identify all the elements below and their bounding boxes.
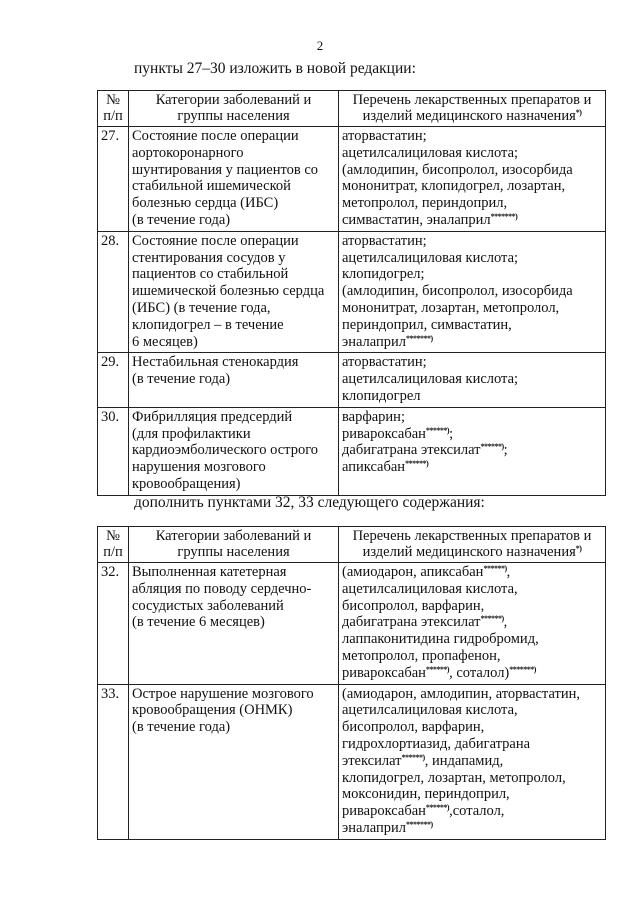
footnote-marker: ******) xyxy=(480,614,504,624)
header-category-line: Категории заболеваний и xyxy=(155,528,312,544)
row-category xyxy=(129,127,339,232)
table-row xyxy=(98,684,606,839)
header-number xyxy=(98,91,129,127)
header-number-line: № xyxy=(106,92,120,108)
table-header-row xyxy=(98,91,606,127)
header-drugs-line: Перечень лекарственных препаратов и xyxy=(352,92,592,108)
header-number-line: № xyxy=(106,528,120,544)
table-row xyxy=(98,407,606,495)
drug-line: бисопролол, варфарин, xyxy=(342,597,485,614)
drug-line: эналаприл*******) xyxy=(342,333,433,350)
drug-line: метопролол, периндоприл, xyxy=(342,195,508,212)
header-number-line: п/п xyxy=(103,544,123,560)
header-drugs-line: Перечень лекарственных препаратов и xyxy=(352,528,592,544)
category-line: стентирования сосудов у xyxy=(132,249,286,266)
row-number: 30. xyxy=(98,407,129,495)
drug-line: мононитрат, лозартан, метопролол, xyxy=(342,299,560,316)
table-header-row xyxy=(98,527,606,563)
drug-line: ацетилсалициловая кислота, xyxy=(342,702,518,719)
footnote-marker: *******) xyxy=(406,819,433,829)
drug-line: ацетилсалициловая кислота; xyxy=(342,249,519,266)
drug-line: ацетилсалициловая кислота; xyxy=(342,144,519,161)
footnote-marker: *******) xyxy=(406,333,433,343)
footnote-marker: ******) xyxy=(425,664,450,674)
category-line: Острое нарушение мозгового xyxy=(132,685,314,702)
drug-line: дабигатрана этексилат******); xyxy=(342,442,508,459)
drug-line: клопидогрел, лозартан, метопролол, xyxy=(342,769,566,786)
row-drug-list xyxy=(339,353,606,407)
footnote-marker: *******) xyxy=(509,664,536,674)
drug-line: (амлодипин, бисопролол, изосорбида xyxy=(342,161,573,178)
row-number: 27. xyxy=(98,127,129,232)
drug-line: ацетилсалициловая кислота; xyxy=(342,371,519,388)
table-row xyxy=(98,231,606,353)
category-line: Состояние после операции xyxy=(132,232,299,249)
row-number: 28. xyxy=(98,231,129,353)
header-category xyxy=(129,91,339,127)
drug-line: моксонидин, периндоприл, xyxy=(342,786,510,803)
drug-line: ривароксабан******); xyxy=(342,425,454,442)
category-line: стабильной ишемической xyxy=(132,178,291,195)
drug-line: симвастатин, эналаприл*******) xyxy=(342,211,518,228)
category-line: кровообращения (ОНМК) xyxy=(132,702,293,719)
drug-line: (амиодарон, апиксабан******), xyxy=(342,564,511,580)
drug-line: клопидогрел; xyxy=(342,266,425,283)
table-row xyxy=(98,353,606,407)
drug-line: аторвастатин; xyxy=(342,354,427,371)
row-category xyxy=(129,231,339,353)
row-number: 33. xyxy=(98,684,129,839)
row-category xyxy=(129,684,339,839)
drug-line: гидрохлортиазид, дабигатрана xyxy=(342,735,531,752)
category-line: аортокоронарного xyxy=(132,144,244,161)
drug-line: метопролол, пропафенон, xyxy=(342,647,501,664)
category-line: (для профилактики xyxy=(132,425,251,442)
drug-line: (амиодарон, амлодипин, аторвастатин, xyxy=(342,685,580,702)
row-number: 32. xyxy=(98,563,129,685)
category-line: пациентов со стабильной xyxy=(132,266,289,283)
row-number: 29. xyxy=(98,353,129,407)
header-category-line: группы населения xyxy=(177,108,290,124)
drug-line: эналаприл*******) xyxy=(342,819,433,836)
category-line: (в течение года) xyxy=(132,211,231,228)
category-line: Нестабильная стенокардия xyxy=(132,354,299,371)
footnote-marker: *) xyxy=(575,544,582,553)
category-line: болезнью сердца (ИБС) xyxy=(132,195,279,212)
header-drugs-text: изделий медицинского назначения xyxy=(362,108,576,124)
footnote-marker: *******) xyxy=(490,211,518,221)
row-drug-list xyxy=(339,231,606,353)
footnote-marker: ******) xyxy=(401,752,425,762)
page-number: 2 xyxy=(316,38,324,53)
category-line: нарушения мозгового xyxy=(132,459,266,476)
header-drugs-line xyxy=(342,108,602,124)
table-row xyxy=(98,127,606,232)
header-category-line: группы населения xyxy=(177,544,290,560)
table-row xyxy=(98,563,606,685)
row-category xyxy=(129,407,339,495)
drug-line: ривароксабан******),соталол, xyxy=(342,803,505,820)
header-number xyxy=(98,527,129,563)
header-drugs-line xyxy=(342,544,602,560)
drug-line: апиксабан******) xyxy=(342,459,429,476)
drug-line: варфарин; xyxy=(342,408,405,425)
header-drugs xyxy=(339,91,606,127)
category-line: Состояние после операции xyxy=(132,128,299,144)
category-line: Выполненная катетерная xyxy=(132,564,287,580)
drug-line: аторвастатин; xyxy=(342,232,427,249)
category-line: ишемической болезнью сердца xyxy=(132,283,325,300)
header-drugs xyxy=(339,527,606,563)
header-number-line: п/п xyxy=(103,108,123,124)
category-line: кардиоэмболического острого xyxy=(132,442,319,459)
category-line: 6 месяцев) xyxy=(132,333,198,350)
row-drug-list xyxy=(339,563,606,685)
drug-line: мононитрат, клопидогрел, лозартан, xyxy=(342,178,566,195)
drug-line: лаппаконитидина гидробромид, xyxy=(342,631,539,648)
header-category-line: Категории заболеваний и xyxy=(155,92,312,108)
addition-intro-text: дополнить пунктами 32, 33 следующего содержания: xyxy=(134,494,485,511)
footnote-marker: ******) xyxy=(405,459,429,469)
drug-line: бисопролол, варфарин, xyxy=(342,719,485,736)
header-drugs-text: изделий медицинского назначения xyxy=(362,544,576,560)
category-line: сосудистых заболеваний xyxy=(132,597,284,614)
drug-line: периндоприл, симвастатин, xyxy=(342,316,512,333)
footnote-marker: *) xyxy=(575,108,582,117)
footnote-marker: ******) xyxy=(480,442,504,452)
amendment-intro-text: пункты 27–30 изложить в новой редакции: xyxy=(134,60,416,77)
drug-list-table-1 xyxy=(97,90,606,496)
header-category xyxy=(129,527,339,563)
row-drug-list xyxy=(339,127,606,232)
footnote-marker: ******) xyxy=(425,803,450,813)
footnote-marker: ******) xyxy=(483,564,507,573)
drug-line: дабигатрана этексилат******), xyxy=(342,614,508,631)
category-line: Фибрилляция предсердий xyxy=(132,408,293,425)
drug-line: этексилат******), индапамид, xyxy=(342,752,504,769)
category-line: кровообращения) xyxy=(132,475,241,492)
category-line: клопидогрел – в течение xyxy=(132,316,284,333)
footnote-marker: ******) xyxy=(425,425,450,435)
drug-line: ацетилсалициловая кислота, xyxy=(342,580,518,597)
category-line: абляция по поводу сердечно- xyxy=(132,580,312,597)
row-drug-list xyxy=(339,684,606,839)
row-category xyxy=(129,563,339,685)
row-category xyxy=(129,353,339,407)
drug-line: ривароксабан******), соталол)*******) xyxy=(342,664,536,681)
category-line: (ИБС) (в течение года, xyxy=(132,299,271,316)
drug-line: клопидогрел xyxy=(342,387,421,404)
category-line: шунтирования у пациентов со xyxy=(132,161,319,178)
category-line: (в течение года) xyxy=(132,719,231,736)
category-line: (в течение 6 месяцев) xyxy=(132,614,265,631)
drug-list-table-2 xyxy=(97,526,606,840)
drug-line: аторвастатин; xyxy=(342,128,427,144)
row-drug-list xyxy=(339,407,606,495)
category-line: (в течение года) xyxy=(132,371,231,388)
drug-line: (амлодипин, бисопролол, изосорбида xyxy=(342,283,573,300)
